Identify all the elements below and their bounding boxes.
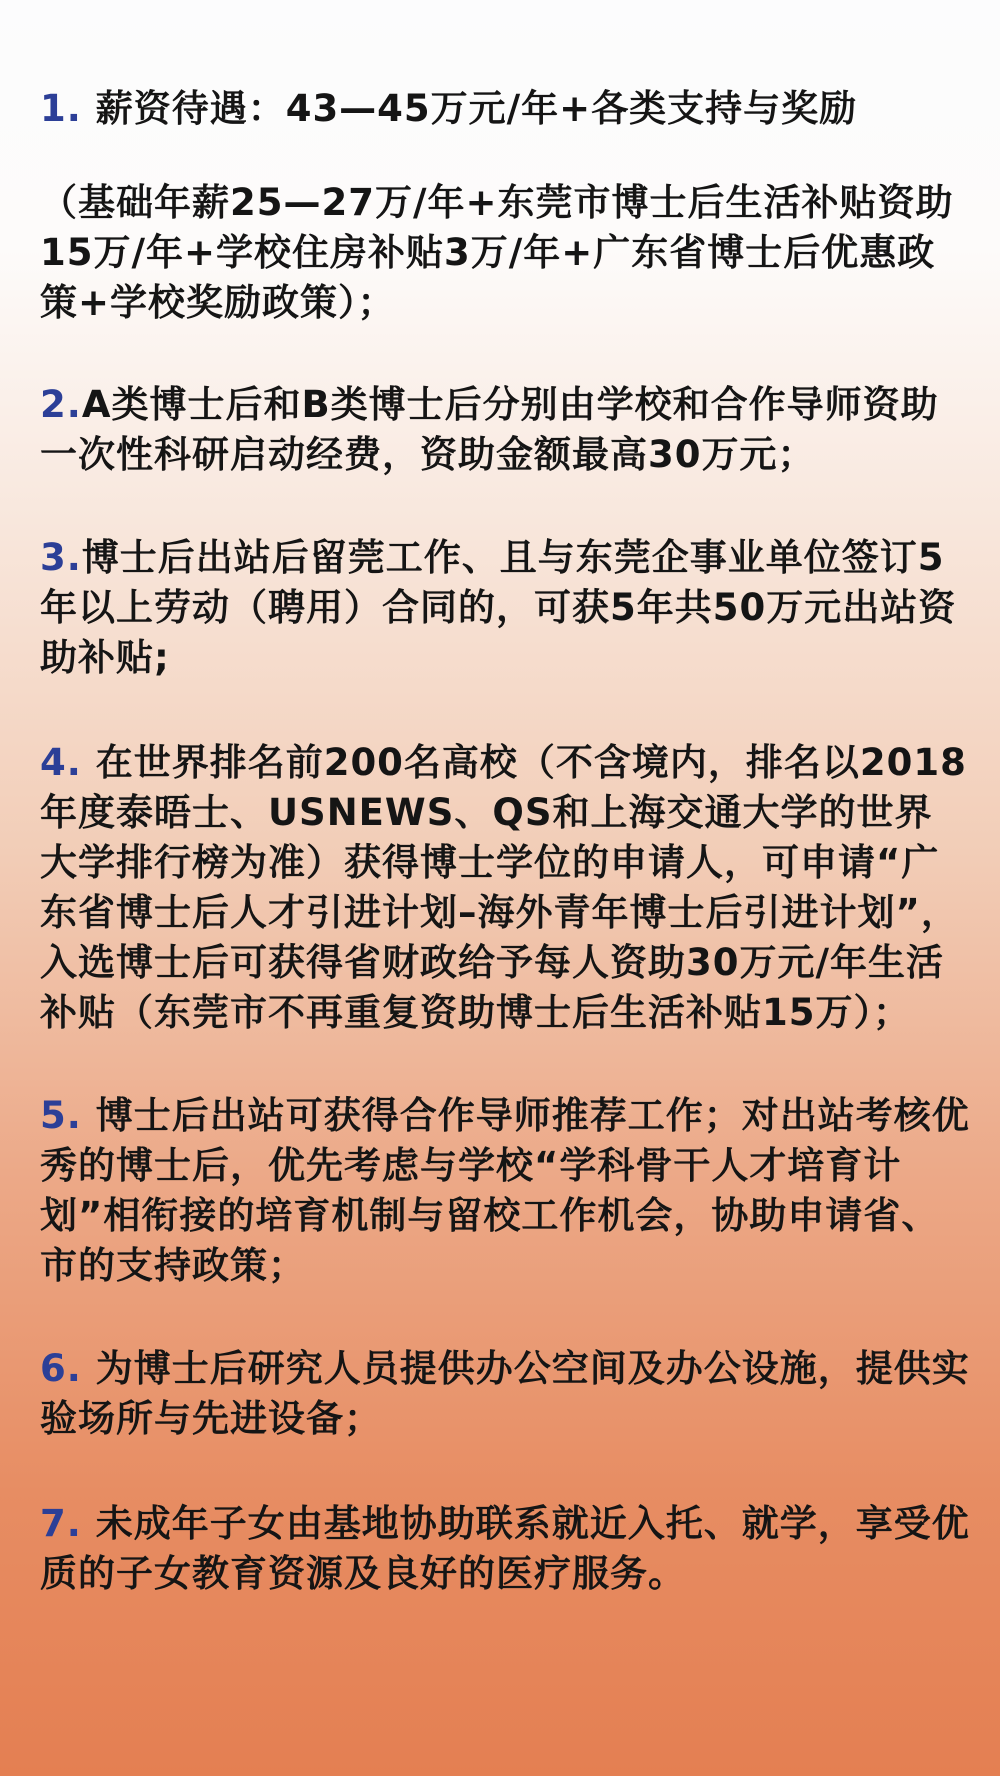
item-salary: [40, 84, 970, 134]
item-number: 4.: [40, 741, 82, 784]
item-career-support: [40, 1091, 970, 1291]
item-children-education: [40, 1499, 970, 1599]
item-text: 博士后出站后留莞工作、且与东莞企事业单位签订5年以上劳动（聘用）合同的，可获5年共50万元出站资助补贴;: [40, 536, 957, 679]
item-text: 未成年子女由基地协助联系就近入托、就学，享受优质的子女教育资源及良好的医疗服务。: [40, 1502, 970, 1595]
item-text: 薪资待遇：43—45万元/年+各类支持与奖励: [81, 87, 858, 130]
item-number: 6.: [40, 1347, 82, 1390]
item-text: 为博士后研究人员提供办公空间及办公设施，提供实验场所与先进设备；: [40, 1347, 970, 1440]
item-number: 1.: [40, 87, 82, 130]
item-text: A类博士后和B类博士后分别由学校和合作导师资助一次性科研启动经费，资助金额最高30万元；: [40, 383, 939, 476]
item-text: 博士后出站可获得合作导师推荐工作；对出站考核优秀的博士后，优先考虑与学校“学科骨干人才培育计划”相衔接的培育机制与留校工作机会，协助申请省、市的支持政策；: [40, 1094, 970, 1287]
item-office-facilities: [40, 1344, 970, 1444]
item-number: 7.: [40, 1502, 82, 1545]
item-number: 3.: [40, 536, 82, 579]
item-research-funding: [40, 380, 970, 480]
item-exit-subsidy: [40, 533, 970, 683]
item-number: 2.: [40, 383, 82, 426]
item-overseas-program: [40, 738, 970, 1038]
item-text: 在世界排名前200名高校（不含境内，排名以2018年度泰晤士、USNEWS、QS和上海交通大学的世界大学排行榜为准）获得博士学位的申请人，可申请“广东省博士后人才引进计划–海外青年博士后引进计划”，入选博士后可获得省财政给予每人资助30万元/年生活补贴（东莞市不再重复资助博士后生活补贴15万）；: [40, 741, 967, 1034]
item-salary-breakdown: [40, 178, 970, 328]
item-text: （基础年薪25—27万/年+东莞市博士后生活补贴资助15万/年+学校住房补贴3万/年+广东省博士后优惠政策+学校奖励政策）；: [40, 181, 954, 324]
item-number: 5.: [40, 1094, 82, 1137]
